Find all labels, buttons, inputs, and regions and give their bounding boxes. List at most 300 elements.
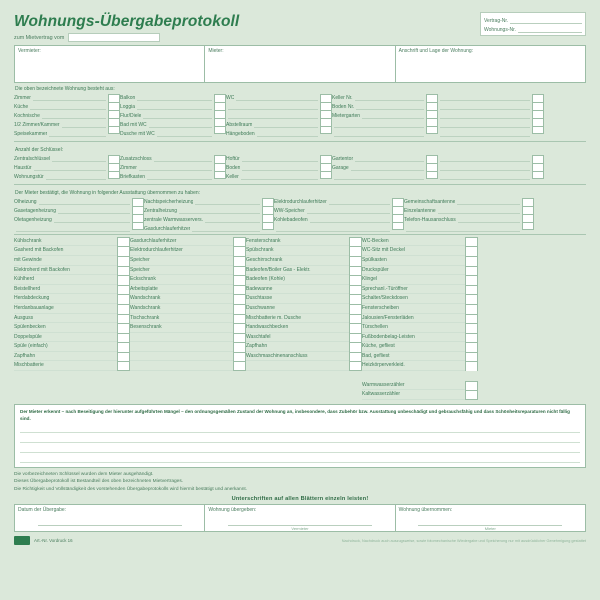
- equipment-checkbox[interactable]: [349, 361, 362, 371]
- checklist-rule[interactable]: [406, 227, 520, 232]
- checklist-checkbox[interactable]: [320, 110, 332, 118]
- defects-line[interactable]: [20, 443, 580, 453]
- checklist-checkbox[interactable]: [532, 102, 544, 110]
- equipment-checkbox[interactable]: [233, 246, 246, 256]
- equipment-checkbox[interactable]: [349, 237, 362, 247]
- equipment-checkbox[interactable]: [233, 256, 246, 266]
- equipment-checkbox[interactable]: [465, 352, 478, 362]
- checklist-checkbox[interactable]: [108, 163, 120, 171]
- equipment-labels: [246, 237, 349, 400]
- contract-date-row: [14, 33, 480, 42]
- checklist-rule[interactable]: [62, 123, 106, 128]
- checklist-rule[interactable]: [440, 105, 530, 110]
- checklist-checkbox[interactable]: [426, 110, 438, 118]
- checklist-rule[interactable]: [355, 157, 424, 162]
- equipment-checkbox[interactable]: [465, 285, 478, 295]
- equipment-checkbox[interactable]: [349, 342, 362, 352]
- equipment-checkbox[interactable]: [233, 285, 246, 295]
- heating-section: [14, 184, 586, 234]
- rooms-section: [14, 86, 586, 139]
- checklist-row: [274, 216, 392, 225]
- checklist-rule[interactable]: [154, 157, 212, 162]
- checklist-checkbox[interactable]: [522, 222, 534, 230]
- checklist-boxes: [262, 198, 274, 234]
- parties-row: [14, 45, 586, 83]
- equipment-boxes: [349, 237, 362, 400]
- equipment-label: Sprechanl.-Türöffner: [362, 285, 465, 295]
- note-line: Dieses Übergabeprotokoll ist Bestandteil des oben bezeichneten Mietvertrages.: [14, 479, 184, 485]
- checklist-checkbox[interactable]: [426, 102, 438, 110]
- equipment-checkbox[interactable]: [465, 342, 478, 352]
- checklist-rule[interactable]: [137, 105, 212, 110]
- form-code: Art.-Nr. Vordruck 16: [34, 538, 73, 544]
- checklist-rule[interactable]: [30, 105, 106, 110]
- checklist-checkbox[interactable]: [426, 171, 438, 179]
- equipment-checkbox[interactable]: [233, 361, 246, 371]
- checklist-checkbox[interactable]: [262, 198, 274, 206]
- checklist-checkbox[interactable]: [214, 102, 226, 110]
- checklist-checkbox[interactable]: [320, 155, 332, 163]
- checklist-rule[interactable]: [228, 105, 318, 110]
- checklist-rule[interactable]: [440, 166, 530, 171]
- checklist-row: [14, 112, 108, 121]
- checklist-label: Einzelantenne: [404, 208, 436, 215]
- checklist-rule[interactable]: [329, 200, 390, 205]
- checklist-boxes: [108, 155, 120, 182]
- checklist-rule[interactable]: [39, 200, 130, 205]
- form-header: [0, 0, 600, 42]
- equipment-label: Ausguss: [14, 314, 117, 324]
- checklist-row: [438, 94, 532, 103]
- equipment-checkbox[interactable]: [349, 246, 362, 256]
- equipment-checkbox[interactable]: [117, 314, 130, 324]
- checklist-checkbox[interactable]: [108, 155, 120, 163]
- equipment-spacer-box: [465, 371, 478, 381]
- checklist-labels: [226, 94, 320, 139]
- handover-date-input[interactable]: [38, 525, 182, 526]
- equipment-label: Spüle (einfach): [14, 342, 117, 352]
- checklist-rule[interactable]: [440, 96, 530, 101]
- checklist-rule[interactable]: [42, 114, 106, 119]
- checklist-checkbox[interactable]: [214, 163, 226, 171]
- checklist-boxes: [532, 155, 544, 182]
- checklist-checkbox[interactable]: [522, 214, 534, 222]
- checklist-rule[interactable]: [254, 123, 318, 128]
- equipment-label: Küche, gefliest: [362, 342, 465, 352]
- equipment-label: Druckspüler: [362, 266, 465, 276]
- checklist-checkbox[interactable]: [108, 171, 120, 179]
- checklist-checkbox[interactable]: [426, 126, 438, 134]
- checklist-boxes: [522, 198, 534, 234]
- tenant-cell[interactable]: [204, 45, 394, 83]
- equipment-checkbox[interactable]: [233, 304, 246, 314]
- equipment-checkbox[interactable]: [233, 323, 246, 333]
- checklist-row: [332, 130, 426, 139]
- checklist-checkbox[interactable]: [320, 171, 332, 179]
- checklist-rule[interactable]: [458, 218, 520, 223]
- equipment-label: Handwaschbecken: [246, 323, 349, 333]
- checklist-rule[interactable]: [147, 175, 212, 180]
- handover-date-cell[interactable]: [14, 504, 204, 532]
- equipment-label: Fensterscheiben: [362, 304, 465, 314]
- checklist-rule[interactable]: [242, 166, 318, 171]
- checklist-row: [332, 173, 426, 182]
- checklist-checkbox[interactable]: [108, 102, 120, 110]
- checklist-row: [226, 94, 320, 103]
- checklist-checkbox[interactable]: [426, 118, 438, 126]
- checklist-row: [438, 112, 532, 121]
- checklist-checkbox[interactable]: [214, 94, 226, 102]
- checklist-checkbox[interactable]: [214, 110, 226, 118]
- defects-line[interactable]: [20, 433, 580, 443]
- checklist-checkbox[interactable]: [532, 163, 544, 171]
- checklist-checkbox[interactable]: [262, 222, 274, 230]
- checklist-rule[interactable]: [16, 227, 130, 232]
- checklist-rule[interactable]: [137, 96, 212, 101]
- equipment-label: Mischbatterie m. Dusche: [246, 314, 349, 324]
- checklist-rule[interactable]: [49, 132, 106, 137]
- checklist-rule[interactable]: [242, 157, 318, 162]
- checklist-checkbox[interactable]: [532, 118, 544, 126]
- defects-text: Der Mieter erkennt – nach Beseitigung der hierunter aufgeführten Mängel – den ordnungsgemäßen Zustand der Wohnung an, insbesondere, dass Zubehör bzw. Ausstattung unbeschädigt und gebrauchsfähig und dass Schönheitsreparaturen nicht fällig sind.: [20, 408, 570, 421]
- equipment-checkbox[interactable]: [233, 352, 246, 362]
- checklist-checkbox[interactable]: [108, 94, 120, 102]
- checklist-checkbox[interactable]: [392, 214, 404, 222]
- equipment-checkbox[interactable]: [465, 246, 478, 256]
- equipment-label: Zapfhahn: [14, 352, 117, 362]
- checklist-row: [14, 155, 108, 164]
- rooms-grid: [14, 94, 586, 139]
- checklist-checkbox[interactable]: [108, 118, 120, 126]
- equipment-checkbox[interactable]: [117, 266, 130, 276]
- equipment-checkbox[interactable]: [349, 323, 362, 333]
- checklist-row: [404, 198, 522, 207]
- checklist-column: [144, 198, 274, 234]
- checklist-row: [274, 207, 392, 216]
- checklist-rule[interactable]: [356, 105, 424, 110]
- equipment-checkbox[interactable]: [349, 294, 362, 304]
- equipment-checkbox[interactable]: [117, 246, 130, 256]
- equipment-label: Kühlschrank: [14, 237, 117, 247]
- equipment-checkbox[interactable]: [117, 352, 130, 362]
- checklist-label: Kochnische: [14, 113, 40, 120]
- equipment-checkbox[interactable]: [349, 304, 362, 314]
- checklist-rule[interactable]: [143, 114, 212, 119]
- checklist-checkbox[interactable]: [320, 94, 332, 102]
- checklist-rule[interactable]: [52, 157, 106, 162]
- checklist-rule[interactable]: [241, 175, 318, 180]
- checklist-row: [120, 155, 214, 164]
- contract-no-input[interactable]: [510, 18, 582, 24]
- checklist-label: WC: [226, 95, 235, 102]
- equipment-checkbox[interactable]: [117, 285, 130, 295]
- checklist-label: Küche: [14, 104, 29, 111]
- checklist-row: [120, 103, 214, 112]
- tenant-label: Mieter:: [208, 47, 224, 54]
- equipment-label: Gasdurchlauferhitzer: [130, 237, 233, 247]
- checklist-row: [332, 164, 426, 173]
- equipment-checkbox[interactable]: [465, 294, 478, 304]
- handover-date-label: Datum der Übergabe:: [18, 507, 67, 514]
- checklist-rule[interactable]: [440, 123, 530, 128]
- checklist-column: [404, 198, 534, 234]
- checklist-row: [332, 155, 426, 164]
- checklist-checkbox[interactable]: [214, 126, 226, 134]
- checklist-rule[interactable]: [33, 96, 106, 101]
- checklist-checkbox[interactable]: [320, 102, 332, 110]
- checklist-rule[interactable]: [334, 175, 424, 180]
- checklist-boxes: [532, 94, 544, 139]
- equipment-label: [130, 333, 233, 343]
- flat-no-row[interactable]: [484, 24, 582, 33]
- checklist-boxes: [132, 198, 144, 234]
- checklist-rule[interactable]: [157, 132, 212, 137]
- checklist-rule[interactable]: [334, 132, 424, 137]
- checklist-row: [438, 155, 532, 164]
- checklist-checkbox[interactable]: [320, 126, 332, 134]
- checklist-rule[interactable]: [276, 227, 390, 232]
- checklist-rule[interactable]: [440, 175, 530, 180]
- contract-date-input[interactable]: [68, 33, 160, 42]
- note-line: Die Richtigkeit und Vollständigkeit des vorstehenden Übergabeprotokolls wird hiermit bestätigt und anerkannt.: [14, 486, 248, 492]
- equipment-checkbox[interactable]: [233, 342, 246, 352]
- checklist-checkbox[interactable]: [426, 163, 438, 171]
- checklist-label: Boden Nr.: [332, 104, 355, 111]
- checklist-checkbox[interactable]: [532, 171, 544, 179]
- equipment-checkbox[interactable]: [233, 314, 246, 324]
- keys-grid: [14, 155, 586, 182]
- checklist-labels: [14, 94, 108, 139]
- equipment-checkbox[interactable]: [117, 275, 130, 285]
- checklist-row: [120, 112, 214, 121]
- checklist-checkbox[interactable]: [132, 214, 144, 222]
- equipment-checkbox[interactable]: [465, 275, 478, 285]
- checklist-label: Ölheizung: [14, 199, 37, 206]
- equipment-label: Duschwanne: [246, 304, 349, 314]
- checklist-row: [438, 121, 532, 130]
- checklist-rule[interactable]: [355, 96, 424, 101]
- equipment-checkbox[interactable]: [233, 266, 246, 276]
- checklist-row: [332, 121, 426, 130]
- equipment-label: Mischbatterie: [14, 361, 117, 371]
- equipment-label: [246, 361, 349, 371]
- checklist-label: Keller Nr.: [332, 95, 353, 102]
- checklist-checkbox[interactable]: [522, 206, 534, 214]
- checklist-label: Zimmer: [120, 165, 137, 172]
- handed-over-caption: Vermieter: [291, 526, 309, 532]
- contract-no-label: Vertrag-Nr.: [484, 18, 509, 24]
- checklist-rule[interactable]: [149, 123, 212, 128]
- checklist-row: [226, 121, 320, 130]
- checklist-rule[interactable]: [34, 166, 106, 171]
- signatures-row: [14, 504, 586, 532]
- equipment-checkbox[interactable]: [465, 314, 478, 324]
- equipment-checkbox[interactable]: [117, 256, 130, 266]
- checklist-rule[interactable]: [438, 209, 520, 214]
- checklist-checkbox[interactable]: [132, 206, 144, 214]
- equipment-checkbox[interactable]: [117, 237, 130, 247]
- equipment-label: Spülkasten: [362, 256, 465, 266]
- checklist-rule[interactable]: [205, 218, 260, 223]
- checklist-row: [332, 94, 426, 103]
- checklist-column: [120, 94, 226, 139]
- equipment-checkbox[interactable]: [117, 323, 130, 333]
- checklist-labels: [144, 198, 262, 234]
- equipment-checkbox[interactable]: [465, 390, 478, 400]
- checklist-row: [438, 103, 532, 112]
- equipment-checkbox[interactable]: [349, 256, 362, 266]
- equipment-label: Speicher: [130, 256, 233, 266]
- checklist-label: Nachtspeicherheizung: [144, 199, 194, 206]
- checklist-label: Telefon-Hausanschluss: [404, 217, 456, 224]
- checklist-checkbox[interactable]: [262, 206, 274, 214]
- checklist-checkbox[interactable]: [214, 118, 226, 126]
- equipment-checkbox[interactable]: [465, 256, 478, 266]
- flat-no-input[interactable]: [518, 27, 582, 33]
- equipment-label: Beistellherd: [14, 285, 117, 295]
- landlord-cell[interactable]: [14, 45, 204, 83]
- checklist-row: [144, 207, 262, 216]
- checklist-column: [438, 155, 544, 182]
- equipment-label: Kühlherd: [14, 275, 117, 285]
- checklist-rule[interactable]: [334, 123, 424, 128]
- checklist-rule[interactable]: [139, 166, 212, 171]
- taken-over-caption: Mieter: [484, 526, 496, 532]
- defects-box[interactable]: [14, 404, 586, 468]
- taken-over-cell[interactable]: [395, 504, 586, 532]
- equipment-checkbox[interactable]: [465, 266, 478, 276]
- checklist-rule[interactable]: [440, 114, 530, 119]
- checklist-rule[interactable]: [46, 175, 106, 180]
- checklist-row: [14, 164, 108, 173]
- checklist-rule[interactable]: [179, 209, 260, 214]
- checklist-checkbox[interactable]: [392, 206, 404, 214]
- checklist-rule[interactable]: [362, 114, 424, 119]
- checklist-rule[interactable]: [54, 218, 130, 223]
- checklist-rule[interactable]: [257, 132, 318, 137]
- equipment-checkbox[interactable]: [349, 314, 362, 324]
- checklist-rule[interactable]: [236, 96, 318, 101]
- checklist-rule[interactable]: [192, 227, 260, 232]
- handed-over-cell[interactable]: [204, 504, 394, 532]
- checklist-rule[interactable]: [457, 200, 520, 205]
- checklist-column: [14, 94, 120, 139]
- equipment-checkbox[interactable]: [349, 285, 362, 295]
- checklist-rule[interactable]: [228, 114, 318, 119]
- defects-line[interactable]: [20, 453, 580, 463]
- checklist-checkbox[interactable]: [522, 198, 534, 206]
- checklist-row: [332, 112, 426, 121]
- equipment-checkbox[interactable]: [349, 333, 362, 343]
- equipment-checkbox[interactable]: [117, 304, 130, 314]
- checklist-label: Loggia: [120, 104, 136, 111]
- equipment-checkbox[interactable]: [233, 333, 246, 343]
- address-cell[interactable]: [395, 45, 586, 83]
- equipment-checkbox[interactable]: [117, 342, 130, 352]
- checklist-row: [332, 103, 426, 112]
- checklist-rule[interactable]: [307, 209, 390, 214]
- equipment-boxes: [465, 237, 478, 400]
- equipment-checkbox[interactable]: [465, 381, 478, 391]
- checklist-checkbox[interactable]: [132, 222, 144, 230]
- checklist-checkbox[interactable]: [108, 126, 120, 134]
- equipment-checkbox[interactable]: [349, 352, 362, 362]
- equipment-checkbox[interactable]: [117, 294, 130, 304]
- checklist-checkbox[interactable]: [320, 118, 332, 126]
- checklist-label: Garage: [332, 165, 349, 172]
- checklist-checkbox[interactable]: [108, 110, 120, 118]
- checklist-label: Öletagenheizung: [14, 217, 52, 224]
- checklist-checkbox[interactable]: [392, 222, 404, 230]
- checklist-labels: [332, 155, 426, 182]
- checklist-rule[interactable]: [310, 218, 390, 223]
- checklist-labels: [404, 198, 522, 234]
- checklist-label: Zimmer: [14, 95, 31, 102]
- checklist-rule[interactable]: [351, 166, 424, 171]
- defects-line[interactable]: [20, 423, 580, 433]
- equipment-checkbox[interactable]: [349, 275, 362, 285]
- checklist-checkbox[interactable]: [532, 155, 544, 163]
- checklist-rule[interactable]: [58, 209, 130, 214]
- equipment-checkbox[interactable]: [233, 294, 246, 304]
- checklist-checkbox[interactable]: [214, 171, 226, 179]
- checklist-row: [144, 216, 262, 225]
- checklist-label: Gasdurchlauferhitzer: [144, 226, 191, 233]
- contract-no-row[interactable]: [484, 15, 582, 24]
- equipment-spacer: [362, 371, 465, 381]
- checklist-checkbox[interactable]: [320, 163, 332, 171]
- checklist-rule[interactable]: [440, 132, 530, 137]
- checklist-checkbox[interactable]: [426, 94, 438, 102]
- equipment-checkbox[interactable]: [465, 304, 478, 314]
- checklist-checkbox[interactable]: [532, 126, 544, 134]
- checklist-labels: [120, 155, 214, 182]
- checklist-checkbox[interactable]: [426, 155, 438, 163]
- equipment-checkbox[interactable]: [465, 237, 478, 247]
- equipment-checkbox[interactable]: [465, 361, 478, 371]
- equipment-checkbox[interactable]: [233, 237, 246, 247]
- equipment-checkbox[interactable]: [349, 266, 362, 276]
- equipment-label: Besenschrank: [130, 323, 233, 333]
- checklist-checkbox[interactable]: [392, 198, 404, 206]
- equipment-label: Spülschrank: [246, 246, 349, 256]
- equipment-checkbox[interactable]: [465, 333, 478, 343]
- equipment-checkbox[interactable]: [465, 323, 478, 333]
- checklist-labels: [14, 198, 132, 234]
- equipment-labels: [130, 237, 233, 400]
- equipment-checkbox[interactable]: [233, 275, 246, 285]
- equipment-label: [130, 352, 233, 362]
- equipment-label: Waschtafel: [246, 333, 349, 343]
- checklist-label: Flur/Diele: [120, 113, 142, 120]
- checklist-checkbox[interactable]: [532, 110, 544, 118]
- checklist-checkbox[interactable]: [262, 214, 274, 222]
- equipment-column: [246, 237, 362, 400]
- checklist-checkbox[interactable]: [132, 198, 144, 206]
- checklist-row: [404, 216, 522, 225]
- equipment-checkbox[interactable]: [117, 361, 130, 371]
- checklist-checkbox[interactable]: [214, 155, 226, 163]
- checklist-row: [14, 94, 108, 103]
- checklist-row: [14, 173, 108, 182]
- equipment-boxes: [117, 237, 130, 400]
- checklist-rule[interactable]: [440, 157, 530, 162]
- checklist-labels: [120, 94, 214, 139]
- equipment-checkbox[interactable]: [117, 333, 130, 343]
- checklist-rule[interactable]: [195, 200, 260, 205]
- checklist-checkbox[interactable]: [532, 94, 544, 102]
- equipment-label: Gasherd mit Backofen: [14, 246, 117, 256]
